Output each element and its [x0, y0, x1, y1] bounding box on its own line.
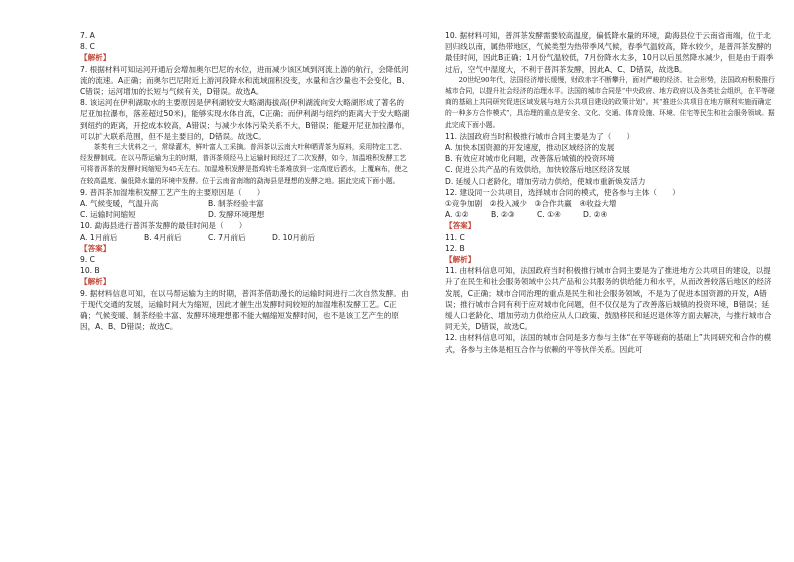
q10-option-a: A. 1月前后 [80, 232, 118, 242]
q12-option-a: A. ①② [445, 210, 469, 220]
explanation-7: 7. 根据材料可知运河开通后会增加奥尔巴尼的水位，进而减少该区域到河流上游的航行，会降低河流的流速。A正确；而奥尔巴尼附近上游河段降水和流域面积没变，水量和含沙量也不会变化，B、C错误；运河增加的长短与气候有关，D错误。故选A。 [80, 64, 410, 97]
material-tea: 茶类有三大优料之一，常绿灌木，鲜叶富人工采摘。普洱茶以云南大叶种晒青茶为原料，采用特定工艺、经发酵制成。在以马帮运输为主的时期，普洱茶须经马上运输时间经过了二次发酵，如今，加温堆积发酵工艺可将普洱茶的发酵时间缩短为45天左右。加湿堆积发酵是指鸡转毛茶堆放到一定高度后洒水，上覆麻布，使之在较高温度、偏低降水量的环境中发酵。位于云南省南端的勐海县是理想的发酵之地。据此完成下面小题。 [80, 143, 409, 185]
explanation-9: 9. 据材料信息可知，在以马帮运输为主的时期，普洱茶借助漫长的运输时间进行二次自然发酵。由于现代交通的发展，运输时间大为缩短，因此才催生出发酵时间较短的加湿堆积发酵工艺。C正确；气候变暖、制茶经验丰富、发酵环境理想都不能大幅缩短发酵时间，也不是该工艺产生的原因，A、B、D错误；故选C。 [80, 288, 409, 332]
question-12: 12. 建设同一公共项目，选择城市合同的模式，使各参与主体（ ） [445, 187, 680, 197]
material-city-contract: 20世纪90年代，法国经济增长缓慢，财政赤字不断攀升，面对严峻的经济、社会形势，法国政府积极推行城市合同，以提升社会经济的治理水平。法国的城市合同是“中央政府、地方政府以及各类社会组织，在平等磋商的基础上共同研究促进区域发展与地方公共项目建设的政策计划”。其“推进公共项目在地方顺利实施而确定的一种多方合作模式”，具治理的重点是安全、文化、交通、体育设施、环境、住宅等民生和社会服务领域。据此完成下面小题。 [445, 75, 775, 129]
question-9: 9. 普洱茶加湿堆积发酵工艺产生的主要原因是（ ） [80, 187, 265, 197]
answer-12: 12. B [445, 243, 465, 253]
right-column [445, 30, 775, 355]
q9-option-d: D. 发酵环境理想 [208, 210, 265, 220]
analysis-heading: 【解析】 [80, 277, 111, 287]
explanation-10: 10. 据材料可知，普洱茶发酵需要较高温度，偏低降水量的环境，勐海县位于云南省南端，位于北回归线以南，属热带地区，气候类型为热带季风气候，春季气温较高，降水较少，是普洱茶发酵的最佳时间，因此B正确；1月份气温较低，7月份降水太多，10月以后虽然降水减少，但是由于雨季过后，空气中湿度大，不利于普洱茶发酵，因此A、C、D错误，故选B。 [445, 31, 774, 74]
question-9-options-cd [80, 209, 410, 220]
question-9-options-ab [80, 198, 410, 209]
q10-option-d: D. 10月前后 [272, 232, 316, 242]
q11-option-c: C. 促进公共产品的有效供给，加快较落后地区经济发展 [445, 165, 630, 175]
q10-option-c: C. 7月前后 [208, 232, 246, 242]
q12-option-b: B. ②③ [491, 210, 515, 220]
analysis-heading: 【解析】 [80, 53, 111, 63]
q9-option-a: A. 气候变暖，气温升高 [80, 199, 159, 209]
explanation-11: 11. 由材料信息可知，法国政府当时积极推行城市合同主要是为了推进地方公共项目的建设，以提升了在民生和社会服务领域中公共产品和公共服务的供给能力和水平，从而改善较落后地区的经济发展，C正确；城市合同治理的重点是民生和社会服务领域，不是为了促进本国资源的开发，A错误；推行城市合同有利于应对城市化问题，但不仅仅是为了改善落后城镇的投资环境，B错误；延缓人口老龄化、增加劳动力供给应从人口政策、鼓励移民和延迟退休等方面去解决，与推行城市合同无关，D错误，故选C。 [445, 266, 772, 332]
q9-option-c: C. 运输时间缩短 [80, 210, 136, 220]
q10-option-b: B. 4月前后 [144, 232, 182, 242]
q11-option-b: B. 有效应对城市化问题，改善落后城镇的投资环境 [445, 154, 615, 164]
answer-8: 8. C [80, 42, 95, 52]
analysis-heading: 【解析】 [445, 255, 476, 265]
answer-9: 9. C [80, 255, 95, 265]
explanation-12: 12. 由材料信息可知，法国的城市合同是多方参与主体“在平等磋商的基础上”共同研究和合作的模式，各参与主体是相互合作与依赖的平等伙伴关系。因此可 [445, 333, 772, 354]
question-11: 11. 法国政府当时积极推行城市合同主要是为了（ ） [445, 131, 635, 141]
question-12-options [445, 209, 775, 220]
q12-option-c: C. ①④ [537, 210, 561, 220]
explanation-8: 8. 该运河在伊利湖取水的主要原因是伊利湖较安大略湖海拔高(伊利湖流向安大略湖形成了著名的尼亚加拉瀑布，落差超过50米)，能够实现水体自流，C正确；而伊利湖与纽约的距离大于安大略湖到纽约的距离，开挖成本较高，A错误；与减少水体污染关系不大，B错误；能避开尼亚加拉瀑布，可以扩大联系范围，但不是主要目的，D错误。故选C。 [80, 98, 410, 141]
answer-11: 11. C [445, 232, 465, 242]
left-column [80, 30, 410, 332]
answer-heading: 【答案】 [445, 221, 476, 231]
answer-7: 7. A [80, 31, 95, 40]
q12-statements: ①竞争加剧 ②投入减少 ③合作共赢 ④收益大增 [445, 199, 617, 209]
q11-option-a: A. 加快本国资源的开发速度，推动区域经济的发展 [445, 143, 615, 153]
question-10: 10. 勐海县进行普洱茶发酵的最佳时间是（ ） [80, 221, 247, 231]
q12-option-d: D. ②④ [583, 210, 608, 220]
q9-option-b: B. 制茶经验丰富 [208, 199, 264, 209]
question-10-options [80, 232, 410, 243]
answer-heading: 【答案】 [80, 243, 111, 253]
q11-option-d: D. 延缓人口老龄化，增加劳动力供给，使城市重新焕发活力 [445, 176, 646, 186]
answer-10: 10. B [80, 266, 100, 276]
